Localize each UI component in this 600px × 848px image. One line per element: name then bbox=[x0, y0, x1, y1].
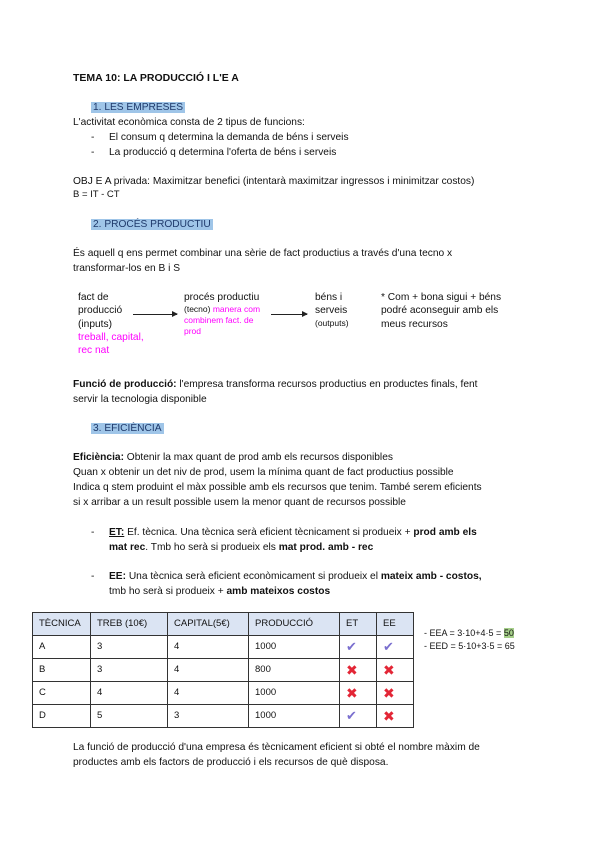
side-note-eed: - EED = 5·10+3·5 = 65 bbox=[424, 641, 515, 651]
paragraph: transformar-los en B i S bbox=[73, 263, 181, 274]
list-item-et: - ET: Ef. tècnica. Una tècnica serà eficient tècnicament si produeix + prod amb els bbox=[91, 527, 477, 538]
diagram-note: * Com + bona sigui + béns podré aconseguir amb els meus recursos bbox=[381, 292, 502, 330]
col-header: TÈCNICA bbox=[33, 613, 91, 636]
paragraph: Funció de producció: l'empresa transforma recursos productius en productes finals, fent bbox=[73, 379, 478, 390]
col-header: EE bbox=[377, 613, 414, 636]
list-item: - El consum q determina la demanda de béns i serveis bbox=[91, 132, 349, 143]
table-row bbox=[33, 636, 414, 659]
section-heading-eficiencia: 3. EFICIÈNCIA bbox=[93, 423, 162, 434]
diagram-outputs: béns i serveis (outputs) bbox=[315, 292, 349, 328]
col-header: ET bbox=[340, 613, 377, 636]
cross-icon: ✖ bbox=[377, 659, 414, 682]
cell: 1000 bbox=[249, 636, 340, 659]
section-heading-proces: 2. PROCÉS PRODUCTIU bbox=[93, 219, 211, 230]
list-item-ee: - EE: Una tècnica serà eficient econòmicament si produeix el mateix amb - costos, bbox=[91, 571, 482, 582]
cell: B bbox=[33, 659, 91, 682]
cell: D bbox=[33, 705, 91, 728]
cell: 3 bbox=[168, 705, 249, 728]
arrow-icon bbox=[133, 314, 177, 315]
cross-icon: ✖ bbox=[377, 705, 414, 728]
table-row bbox=[33, 682, 414, 705]
table-row bbox=[33, 705, 414, 728]
diagram-inputs: fact de producció (inputs) treball, capital, rec nat bbox=[78, 292, 144, 356]
check-icon: ✔ bbox=[340, 636, 377, 659]
cell: 4 bbox=[168, 636, 249, 659]
cell: 3 bbox=[91, 659, 168, 682]
cell: 1000 bbox=[249, 682, 340, 705]
formula: B = IT - CT bbox=[73, 189, 120, 200]
table-header-row bbox=[33, 613, 414, 636]
paragraph: Quan x obtenir un det niv de prod, usem la mínima quant de fact productius possible bbox=[73, 467, 454, 478]
cell: 5 bbox=[91, 705, 168, 728]
cell: 4 bbox=[168, 682, 249, 705]
paragraph: servir la tecnologia disponible bbox=[73, 394, 207, 405]
techniques-table bbox=[32, 612, 414, 728]
check-icon: ✔ bbox=[377, 636, 414, 659]
paragraph: Indica q stem produint el màx possible amb els recursos que tenim. També serem eficients bbox=[73, 482, 482, 493]
cell: A bbox=[33, 636, 91, 659]
cell: 3 bbox=[91, 636, 168, 659]
paragraph: L'activitat econòmica consta de 2 tipus de funcions: bbox=[73, 117, 305, 128]
col-header: TREB (10€) bbox=[91, 613, 168, 636]
paragraph: productes amb els factors de producció i els recursos de què disposa. bbox=[73, 757, 389, 768]
paragraph: OBJ E A privada: Maximitzar benefici (intentarà maximitzar ingressos i minimitzar costos) bbox=[73, 176, 475, 187]
page-title: TEMA 10: LA PRODUCCIÓ I L'E A bbox=[73, 72, 239, 84]
cell: 4 bbox=[168, 659, 249, 682]
cross-icon: ✖ bbox=[377, 682, 414, 705]
paragraph: si x arribar a un result possible usem la menor quant de recursos possible bbox=[73, 497, 406, 508]
list-item: - La producció q determina l'oferta de béns i serveis bbox=[91, 147, 337, 158]
list-item-ee-cont: tmb ho serà si produeix + amb mateixos costos bbox=[109, 586, 331, 597]
cross-icon: ✖ bbox=[340, 659, 377, 682]
paragraph: És aquell q ens permet combinar una sèrie de fact productius a través d'una tecno x bbox=[73, 248, 453, 259]
cell: 1000 bbox=[249, 705, 340, 728]
cell: C bbox=[33, 682, 91, 705]
check-icon: ✔ bbox=[340, 705, 377, 728]
cell: 4 bbox=[91, 682, 168, 705]
list-item-et-cont: mat rec. Tmb ho serà si produeix els mat prod. amb - rec bbox=[109, 542, 374, 553]
paragraph: La funció de producció d'una empresa és tècnicament eficient si obté el nombre màxim de bbox=[73, 742, 480, 753]
cross-icon: ✖ bbox=[340, 682, 377, 705]
col-header: PRODUCCIÓ bbox=[249, 613, 340, 636]
side-note-eea: - EEA = 3·10+4·5 = 50 bbox=[424, 628, 514, 638]
diagram-proces: procés productiu (tecno) manera com combinem fact. de prod bbox=[184, 292, 261, 337]
cell: 800 bbox=[249, 659, 340, 682]
arrow-icon bbox=[271, 314, 307, 315]
col-header: CAPITAL(5€) bbox=[168, 613, 249, 636]
section-heading-empreses: 1. LES EMPRESES bbox=[93, 102, 184, 113]
table-row bbox=[33, 659, 414, 682]
paragraph: Eficiència: Obtenir la max quant de prod amb els recursos disponibles bbox=[73, 452, 393, 463]
